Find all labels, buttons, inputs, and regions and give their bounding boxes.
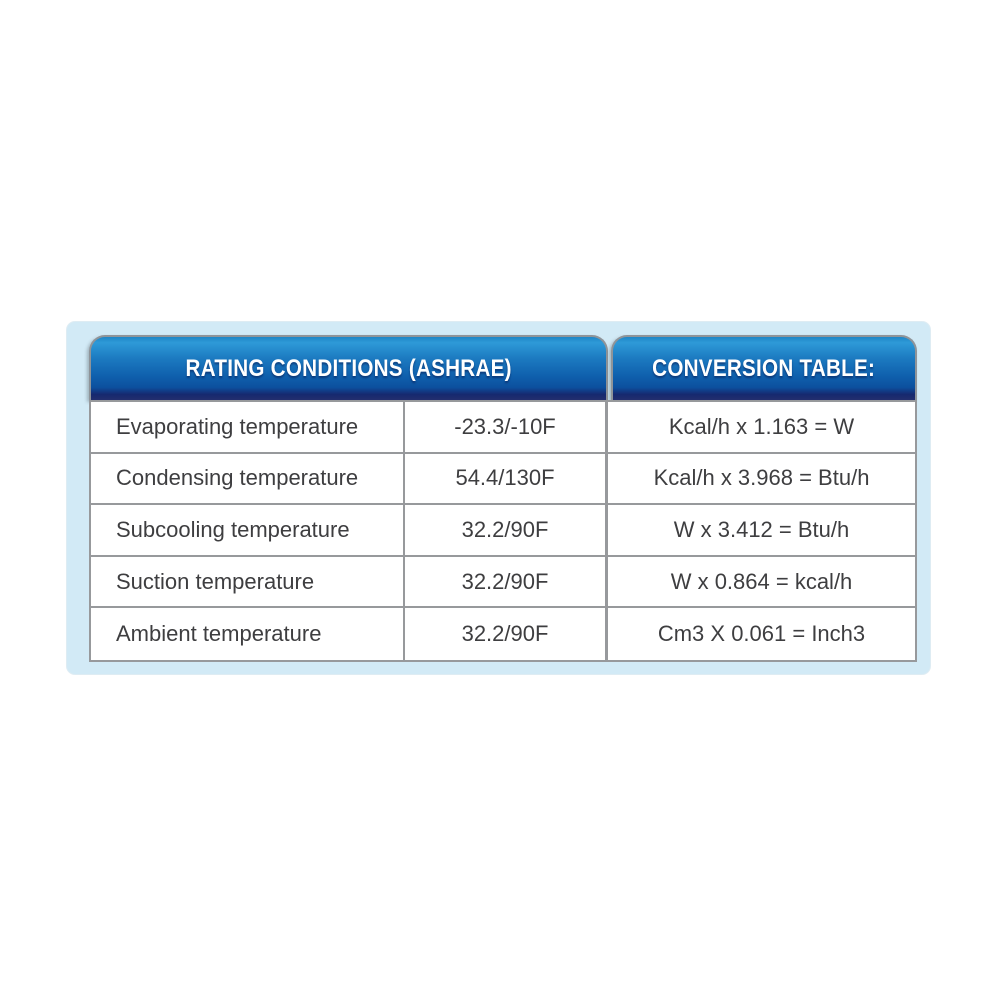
condition-value-cell: 32.2/90F [405, 608, 608, 660]
condition-label-cell: Condensing temperature [91, 454, 405, 506]
condition-value-cell: 32.2/90F [405, 505, 608, 557]
rating-conditions-header-label: RATING CONDITIONS (ASHRAE) [185, 354, 512, 382]
conditions-conversion-table [89, 400, 917, 662]
conversion-cell: Kcal/h x 3.968 = Btu/h [608, 454, 915, 506]
condition-label-cell: Subcooling temperature [91, 505, 405, 557]
conversion-table-header-tab [611, 335, 917, 400]
conversion-table-header-label: CONVERSION TABLE: [652, 354, 876, 382]
condition-value-cell: -23.3/-10F [405, 402, 608, 454]
condition-value-cell: 54.4/130F [405, 454, 608, 506]
condition-value-cell: 32.2/90F [405, 557, 608, 609]
conversion-cell: Cm3 X 0.061 = Inch3 [657, 621, 866, 647]
condition-label-cell: Evaporating temperature [91, 402, 405, 454]
condition-label-cell: Ambient temperature [91, 608, 405, 660]
rating-conversion-panel [67, 322, 930, 674]
rating-conditions-header-tab [89, 335, 608, 400]
condition-label-cell: Suction temperature [91, 557, 405, 609]
conversion-cell: Kcal/h x 1.163 = W [608, 402, 915, 454]
conversion-cell: W x 3.412 = Btu/h [608, 505, 915, 557]
conversion-cell: W x 0.864 = kcal/h [608, 557, 915, 609]
